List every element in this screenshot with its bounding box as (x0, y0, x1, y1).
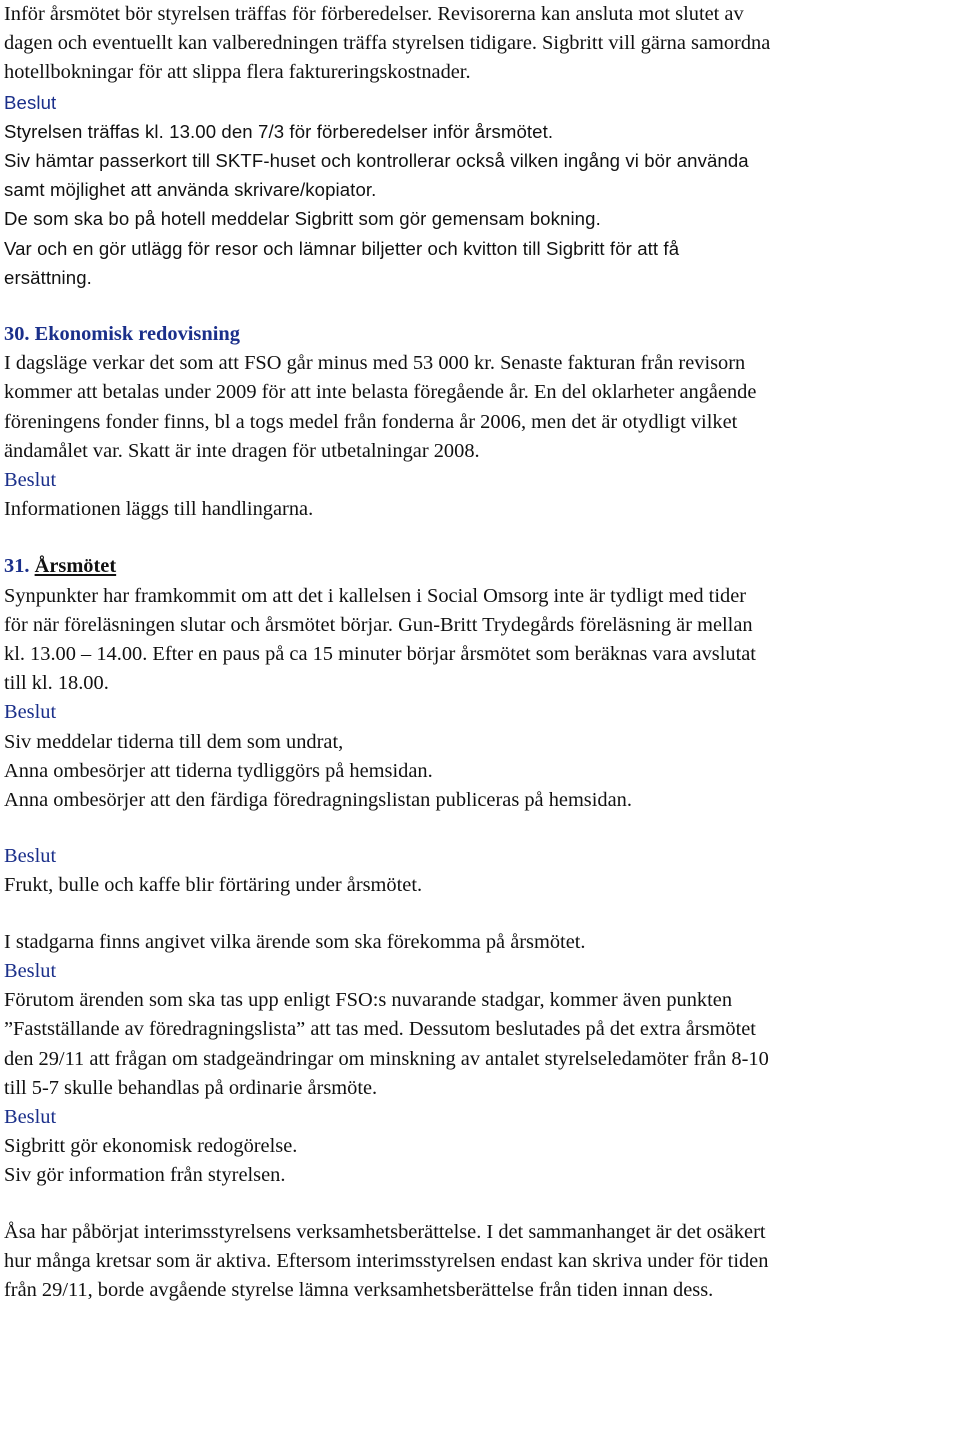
section-number: 31. (4, 555, 30, 578)
document-page (4, 0, 956, 1305)
decision-label: Beslut (4, 845, 57, 868)
decision-line: Sigbritt gör ekonomisk redogörelse. (4, 1135, 298, 1158)
decision-label: Beslut (4, 1105, 57, 1128)
paragraph-line: Synpunkter har framkommit om att det i kallelsen i Social Omsorg inte är tydligt med tider (4, 584, 747, 607)
decision-line: Anna ombesörjer att den färdiga föredragningslistan publiceras på hemsidan. (4, 789, 632, 812)
decision-label: Beslut (4, 701, 57, 724)
spacer (4, 901, 956, 928)
paragraph-line: föreningens fonder finns, bl a togs medel från fonderna år 2006, men det är otydligt vilket (4, 410, 738, 433)
paragraph-line: I stadgarna finns angivet vilka ärende som ska förekomma på årsmötet. (4, 930, 586, 953)
decision-line: Styrelsen träffas kl. 13.00 den 7/3 för förberedelser inför årsmötet. (4, 120, 554, 142)
paragraph-line: I dagsläge verkar det som att FSO går minus med 53 000 kr. Senaste fakturan från revisorn (4, 352, 746, 375)
section-title: Ekonomisk redovisning (34, 323, 240, 346)
section-31 (4, 552, 956, 1305)
paragraph-line: från 29/11, borde avgående styrelse lämna verksamhetsberättelse från tiden innan dess. (4, 1278, 714, 1301)
decision-label: Beslut (4, 91, 57, 113)
paragraph-line: till kl. 18.00. (4, 672, 109, 695)
paragraph-line: ändamålet var. Skatt är inte dragen för utbetalningar 2008. (4, 439, 480, 462)
paragraph-line: hur många kretsar som är aktiva. Eftersom interimsstyrelsen endast kan skriva under för tiden (4, 1249, 769, 1272)
decision-line: Förutom ärenden som ska tas upp enligt FSO:s nuvarande stadgar, kommer även punkten (4, 989, 733, 1012)
decision-line: den 29/11 att frågan om stadgeändringar om minskning av antalet styrelseledamöter från 8-10 (4, 1047, 769, 1070)
paragraph-line: dagen och eventuellt kan valberedningen träffa styrelsen tidigare. Sigbritt vill gärna samordna (4, 32, 771, 55)
spacer (4, 1191, 956, 1218)
decision-line: Siv hämtar passerkort till SKTF-huset och kontrollerar också vilken ingång vi bör använda (4, 150, 749, 172)
paragraph-line: Åsa har påbörjat interimsstyrelsens verksamhetsberättelse. I det sammanhanget är det osäkert (4, 1220, 766, 1243)
decision-line: Frukt, bulle och kaffe blir förtäring under årsmötet. (4, 874, 423, 897)
intro-decision-block (4, 88, 956, 292)
decision-line: Siv meddelar tiderna till dem som undrat, (4, 730, 344, 753)
section-number: 30. (4, 323, 30, 346)
decision-line: Var och en gör utlägg för resor och lämnar biljetter och kvitton till Sigbritt för att få (4, 237, 680, 259)
decision-line: samt möjlighet att använda skrivare/kopiator. (4, 179, 377, 201)
decision-line: till 5-7 skulle behandlas på ordinarie årsmöte. (4, 1076, 378, 1099)
decision-line: Informationen läggs till handlingarna. (4, 498, 314, 521)
intro-paragraph (4, 0, 956, 88)
spacer (4, 292, 956, 320)
paragraph-line: kommer att betalas under 2009 för att inte belasta föregående år. En del oklarheter angående (4, 381, 757, 404)
paragraph-line: för när föreläsningen slutar och årsmötet börjar. Gun-Britt Trydegårds föreläsning är mellan (4, 613, 753, 636)
decision-line: Anna ombesörjer att tiderna tydliggörs på hemsidan. (4, 759, 433, 782)
decision-line: De som ska bo på hotell meddelar Sigbritt som gör gemensam bokning. (4, 208, 601, 230)
section-heading (4, 320, 956, 349)
decision-label: Beslut (4, 469, 57, 492)
spacer (4, 524, 956, 552)
paragraph-line: hotellbokningar för att slippa flera faktureringskostnader. (4, 61, 471, 84)
section-30 (4, 320, 956, 524)
decision-line: Siv gör information från styrelsen. (4, 1164, 286, 1187)
section-heading (4, 552, 956, 581)
paragraph-line: kl. 13.00 – 14.00. Efter en paus på ca 15 minuter börjar årsmötet som beräknas vara avslutat (4, 643, 756, 666)
paragraph-line: Inför årsmötet bör styrelsen träffas för förberedelser. Revisorerna kan ansluta mot slutet av (4, 3, 744, 25)
decision-label: Beslut (4, 959, 57, 982)
decision-line: ersättning. (4, 266, 92, 288)
decision-line: ”Fastställande av föredragningslista” att tas med. Dessutom beslutades på det extra årsmötet (4, 1018, 756, 1041)
section-title: Årsmötet (34, 555, 117, 578)
spacer (4, 815, 956, 842)
